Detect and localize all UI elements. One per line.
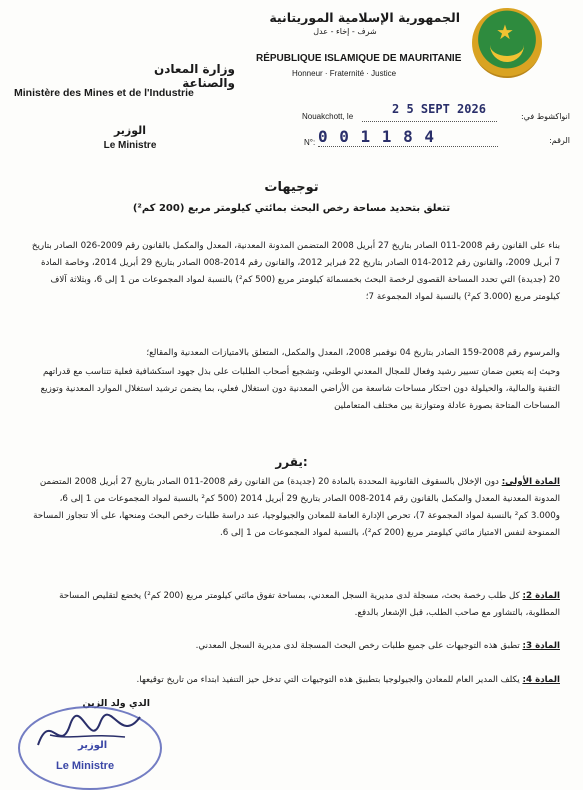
- arabic-ministry-name: وزارة المعادن والصناعة: [154, 62, 235, 90]
- article-3-text: تطبق هذه التوجيهات على جميع طلبات رخص البحث المسجلة لدى مديرية السجل المعدني.: [195, 641, 523, 651]
- handwritten-signature: [30, 705, 150, 760]
- arabic-minister-title: الوزير: [113, 124, 147, 137]
- preamble-paragraph-1: بناء على القانون رقم 2008-011 الصادر بتاريخ 27 أبريل 2008 المتضمن المدونة المعدنية، المعدل والمكمل بالقانون رقم 2009-026 الصادر بتاريخ 7 أبريل 2009، والقانون رقم 2012-014 الصادر بتاريخ 22 فبراير 2012، والقانون رقم 2014-008 الصادر بتاريخ 29 أبريل 2014، وخاصة المادة 20 (جديدة) التي تحدد المساحة القصوى لرخصة البحث بخمسمائة كيلومتر مربع (500 كم²) بالنسبة لمواد المجموعات من 1 إلى 6، وبثلاثة آلاف كيلومتر مربع (3.000 كم²) بالنسبة لمواد المجموعة 7؛: [31, 241, 560, 302]
- article-2-text: كل طلب رخصة بحث، مسجلة لدى مديرية السجل المعدني، بمساحة تفوق مائتي كيلومتر مربع (200 كم²) يخضع لتقليص المساحة المطلوبة، بالتشاور مع صاحب الطلب، قبل الإشعار بالدفع.: [59, 591, 560, 618]
- arabic-motto: شرف - إخاء - عدل: [313, 27, 377, 36]
- article-4: [30, 672, 560, 689]
- article-1-label: المادة الأولى:: [501, 477, 560, 487]
- signatory-name: الدي ولد الزين: [82, 698, 150, 709]
- number-label: N°:: [304, 138, 316, 147]
- article-4-label: المادة 4:: [522, 675, 560, 685]
- preamble-paragraph-3: وحيث إنه يتعين ضمان تسيير رشيد وفعال للمجال المعدني الوطني، وتشجيع أصحاب الطلبات على بذل جهود استكشافية فعلية تتناسب مع قدراتهم التقنية والمالية، والحيلولة دون احتكار مساحات شاسعة من الأراضي المعدنية دون استغلال فعلي، بما يضمن ترشيد استغلال الموارد المعدنية وتوزيع المساحات المتاحة بصورة عادلة ومتوازنة بين مختلف المتعاملين: [40, 367, 560, 411]
- article-4-text: يكلف المدير العام للمعادن والجيولوجيا بتطبيق هذه التوجيهات التي تدخل حيز التنفيذ ابتداء من تاريخ توقيعها.: [136, 675, 523, 685]
- arabic-republic-title: الجمهورية الإسلامية الموريتانية: [269, 10, 460, 25]
- french-ministry-name: Ministère des Mines et de l'Industrie: [14, 87, 194, 99]
- national-seal-icon: ★: [472, 8, 542, 78]
- article-2: [30, 588, 560, 622]
- article-1: [30, 474, 560, 542]
- stamp-arabic-text: الوزير: [78, 740, 108, 751]
- french-republic-title: RÉPUBLIQUE ISLAMIQUE DE MAURITANIE: [256, 53, 462, 64]
- place-label: Nouakchott, le: [302, 112, 354, 121]
- preamble-paragraph-2: والمرسوم رقم 2008-159 الصادر بتاريخ 04 نوفمبر 2008، المعدل والمكمل، المتعلق بالامتيازات المعدنية والمقالع؛: [146, 348, 560, 358]
- article-1-text: دون الإخلال بالسقوف القانونية المحددة بالمادة 20 (جديدة) من القانون رقم 2008-011 الصادر بتاريخ 27 أبريل 2008 المتضمن المدونة المعدنية المعدل والمكمل بالقانون رقم 2014-008 الصادر بتاريخ 29 أبريل 2014 (500 كم² بالنسبة لمواد المجموعات من 1 إلى 6، و3.000 كم² بالنسبة لمواد المجموعة 7)، تحرص الإدارة العامة للمعادن والجيولوجيا، عند دراسة طلبات رخص البحث ومنحها، على ألا تتجاوز المساحة الممنوحة لنفس الامتياز مائتي كيلومتر مربع (200 كم²)، بالنسبة لمواد المجموعات من 1 إلى 6.: [33, 477, 560, 538]
- french-minister-title: Le Ministre: [103, 140, 157, 151]
- date-stamp: 2 5 SEPT 2026: [392, 102, 486, 116]
- stamp-french-text: Le Ministre: [56, 760, 115, 772]
- arabic-place-label: انواكشوط في:: [520, 112, 570, 121]
- decides-heading: يقرر:: [275, 455, 308, 469]
- article-3: [30, 638, 560, 655]
- reference-number-stamp: 0 0 1 1 8 4: [318, 127, 435, 146]
- french-motto: Honneur · Fraternité · Justice: [292, 69, 397, 78]
- document-subtitle: تتعلق بتحديد مساحة رخص البحث بمائتي كيلومتر مربع (200 كم²): [132, 203, 451, 214]
- article-2-label: المادة 2:: [522, 591, 560, 601]
- date-line: [362, 121, 497, 122]
- document-title: توجيهات: [264, 180, 319, 195]
- arabic-number-label: الرقم:: [549, 136, 570, 145]
- article-3-label: المادة 3:: [522, 641, 560, 651]
- number-line: [318, 146, 498, 147]
